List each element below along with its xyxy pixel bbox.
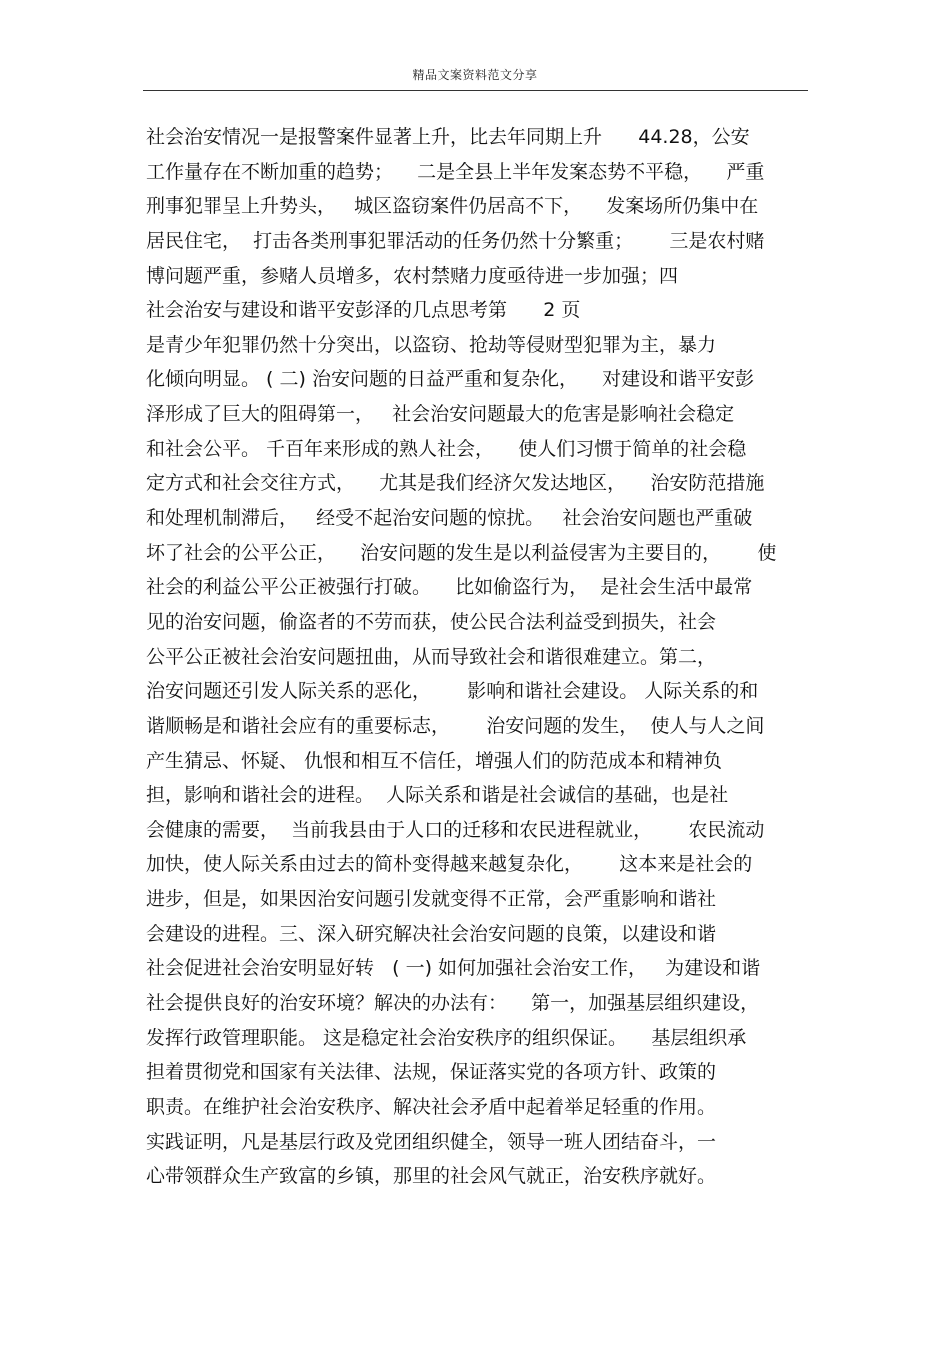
text-line: 治安问题还引发人际关系的恶化， 影响和谐社会建设。 人际关系的和 [146,680,759,703]
text-line: 担着贯彻党和国家有关法律、法规，保证落实党的各项方针、政策的 [146,1061,717,1084]
header-divider [143,90,808,91]
text-line: 是青少年犯罪仍然十分突出，以盗窃、抢劫等侵财型犯罪为主，暴力 [146,333,717,356]
text-line: 社会治安与建设和谐平安彭泽的几点思考第 2 页 [146,299,581,322]
document-body [146,120,811,1194]
text-line: 社会提供良好的治安环境？解决的办法有： 第一，加强基层组织建设， [146,992,760,1015]
text-line: 担，影响和谐社会的进程。 人际关系和谐是社会诚信的基础，也是社 [146,784,729,807]
text-line: 进步，但是，如果因治安问题引发就变得不正常，会严重影响和谐社 [146,888,717,911]
text-line: 社会促进社会治安明显好转 ( 一) 如何加强社会治安工作， 为建设和谐 [146,957,761,980]
text-line: 实践证明，凡是基层行政及党团组织健全，领导一班人团结奋斗，一 [146,1130,717,1153]
text-line: 化倾向明显。 ( 二) 治安问题的日益严重和复杂化， 对建设和谐平安彭 [146,368,755,391]
page-header: 精品文案资料范文分享 [412,68,538,82]
text-line: 工作量存在不断加重的趋势； 二是全县上半年发案态势不平稳， 严重 [146,160,765,183]
text-line: 谐顺畅是和谐社会应有的重要标志， 治安问题的发生， 使人与人之间 [146,714,765,737]
text-line: 产生猜忌、怀疑、 仇恨和相互不信任，增强人们的防范成本和精神负 [146,749,723,772]
text-line: 和社会公平。 千百年来形成的熟人社会， 使人们习惯于简单的社会稳 [146,437,747,460]
text-line: 定方式和社会交往方式， 尤其是我们经济欠发达地区， 治安防范措施 [146,472,765,495]
text-line: 社会治安情况一是报警案件显著上升，比去年同期上升 44.28，公安 [146,126,750,148]
text-line: 发挥行政管理职能。 这是稳定社会治安秩序的组织保证。 基层组织承 [146,1026,747,1049]
text-line: 加快，使人际关系由过去的简朴变得越来越复杂化， 这本来是社会的 [146,853,753,876]
text-line: 心带领群众生产致富的乡镇，那里的社会风气就正，治安秩序就好。 [146,1165,717,1188]
text-line: 刑事犯罪呈上升势头， 城区盗窃案件仍居高不下， 发案场所仍集中在 [146,195,759,218]
text-line: 博问题严重，参赌人员增多，农村禁赌力度亟待进一步加强；四 [146,264,679,287]
text-line: 见的治安问题，偷盗者的不劳而获，使公民合法利益受到损失，社会 [146,610,717,633]
text-line: 社会的利益公平公正被强行打破。 比如偷盗行为， 是社会生活中最常 [146,576,753,599]
text-line: 公平公正被社会治安问题扭曲，从而导致社会和谐很难建立。第二， [146,645,717,668]
text-line: 泽形成了巨大的阻碍第一， 社会治安问题最大的危害是影响社会稳定 [146,403,735,426]
text-line: 坏了社会的公平公正， 治安问题的发生是以利益侵害为主要目的， 使 [146,541,777,564]
text-line: 和处理机制滞后， 经受不起治安问题的惊扰。 社会治安问题也严重破 [146,507,753,530]
text-line: 会建设的进程。三、深入研究解决社会治安问题的良策，以建设和谐 [146,922,717,945]
text-line: 职责。在维护社会治安秩序、解决社会矛盾中起着举足轻重的作用。 [146,1095,717,1118]
text-line: 居民住宅， 打击各类刑事犯罪活动的任务仍然十分繁重； 三是农村赌 [146,229,765,252]
text-line: 会健康的需要， 当前我县由于人口的迁移和农民进程就业， 农民流动 [146,818,765,841]
